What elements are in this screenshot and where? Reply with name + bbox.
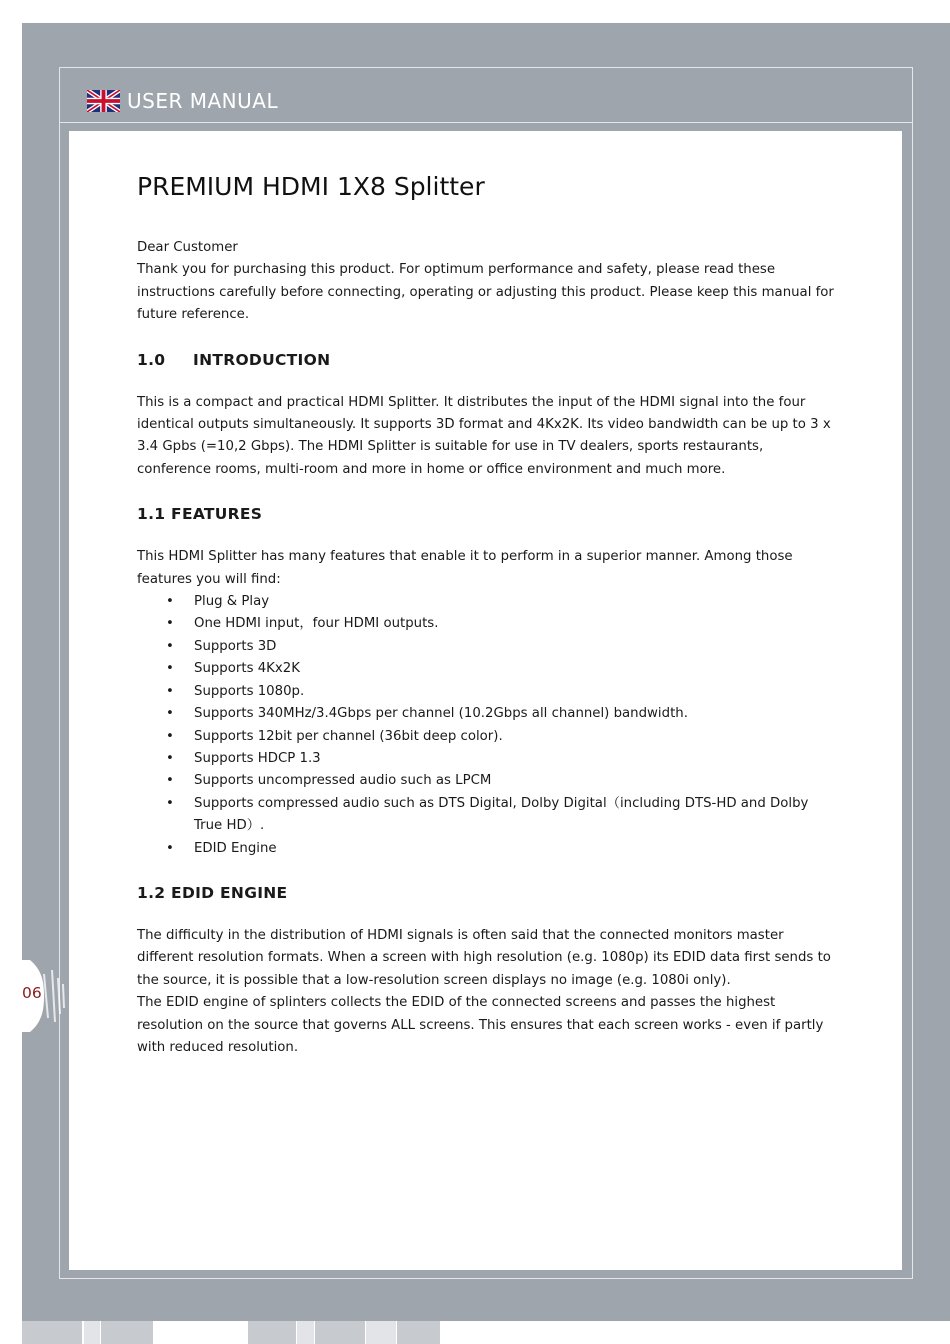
bullet: •	[166, 594, 174, 610]
document-body	[137, 169, 837, 1059]
footer-strip	[315, 1321, 365, 1344]
list-item-text: Supports 3D	[194, 638, 277, 654]
bullet: •	[166, 616, 174, 632]
bullet: •	[166, 661, 174, 677]
introduction-number: 1.0	[137, 350, 166, 369]
features-body: This HDMI Splitter has many features that enable it to perform in a superior manner. Among those features you will find:	[137, 549, 793, 587]
list-item-text: Supports compressed audio such as DTS Digital, Dolby Digital（including DTS-HD and Dolby True HD）.	[194, 795, 809, 834]
list-item	[137, 658, 837, 680]
edid-heading: 1.2 EDID ENGINE	[137, 883, 288, 902]
greeting: Dear Customer	[137, 240, 238, 255]
list-item-text: Plug & Play	[194, 594, 270, 610]
list-item	[137, 793, 837, 838]
bullet: •	[166, 750, 174, 766]
list-item	[137, 591, 837, 613]
list-item	[137, 770, 837, 792]
list-item	[137, 703, 837, 725]
list-item	[137, 613, 837, 635]
intro-paragraph: Thank you for purchasing this product. For optimum performance and safety, please read these instructions carefully before connecting, operating or adjusting this product. Please keep this manual for future reference.	[137, 262, 834, 323]
bullet: •	[166, 706, 174, 722]
bullet: •	[166, 728, 174, 744]
edid-paragraph-1: The difficulty in the distribution of HDMI signals is often said that the connected monitors master different resolution formats. When a screen with high resolution (e.g. 1080p) its EDID data first sends to the source, it is possible that a low-resolution screen displays no image (e.g. 1080i only).	[137, 927, 831, 988]
header-title: USER MANUAL	[127, 89, 279, 113]
list-item-text: Supports HDCP 1.3	[194, 750, 321, 766]
edid-paragraph-2: The EDID engine of splinters collects the EDID of the connected screens and passes the highest resolution on the source that governs ALL screens. This ensures that each screen works - even if partly with reduced resolution.	[137, 995, 824, 1055]
bullet: •	[166, 683, 174, 699]
features-heading: 1.1 FEATURES	[137, 505, 263, 524]
bullet: •	[166, 795, 174, 811]
header-divider	[59, 122, 913, 123]
introduction-title: INTRODUCTION	[193, 350, 331, 369]
footer-strip	[84, 1321, 100, 1344]
bullet: •	[166, 840, 174, 856]
list-item-text: EDID Engine	[194, 840, 277, 856]
footer-strip	[366, 1321, 396, 1344]
footer-strip	[297, 1321, 314, 1344]
introduction-heading	[137, 349, 837, 371]
list-item-text: Supports 4Kx2K	[194, 661, 300, 677]
list-item-text: Supports 1080p.	[194, 683, 305, 699]
bullet: •	[166, 773, 174, 789]
list-item-text: Supports 12bit per channel (36bit deep color).	[194, 728, 503, 744]
footer-strip	[22, 1321, 82, 1344]
header	[87, 88, 278, 114]
list-item-text: Supports uncompressed audio such as LPCM	[194, 773, 492, 789]
introduction-body: This is a compact and practical HDMI Splitter. It distributes the input of the HDMI signal into the four identical outputs simultaneously. It supports 3D format and 4Kx2K. Its video bandwidth can be up to 3 x 3.4 Gpbs (=10,2 Gbps). The HDMI Splitter is suitable for use in TV dealers, sports restaurants, conference rooms, multi-room and more in home or office environment and much more.	[137, 394, 831, 477]
footer-strip	[248, 1321, 296, 1344]
document-title: PREMIUM HDMI 1X8 Splitter	[137, 172, 485, 201]
list-item	[137, 726, 837, 748]
bullet: •	[166, 638, 174, 654]
content-area	[69, 131, 902, 1270]
list-item-text: Supports 340MHz/3.4Gbps per channel (10.2Gbps all channel) bandwidth.	[194, 706, 688, 722]
list-item-text: One HDMI input，four HDMI outputs.	[194, 616, 439, 632]
page-number: 06	[22, 984, 42, 1002]
list-item	[137, 838, 837, 860]
footer-strip	[101, 1321, 153, 1344]
footer-strip	[397, 1321, 440, 1344]
footer-strip	[153, 1321, 248, 1344]
list-item	[137, 681, 837, 703]
uk-flag-icon	[87, 90, 120, 112]
features-list	[137, 591, 837, 860]
list-item	[137, 636, 837, 658]
list-item	[137, 748, 837, 770]
